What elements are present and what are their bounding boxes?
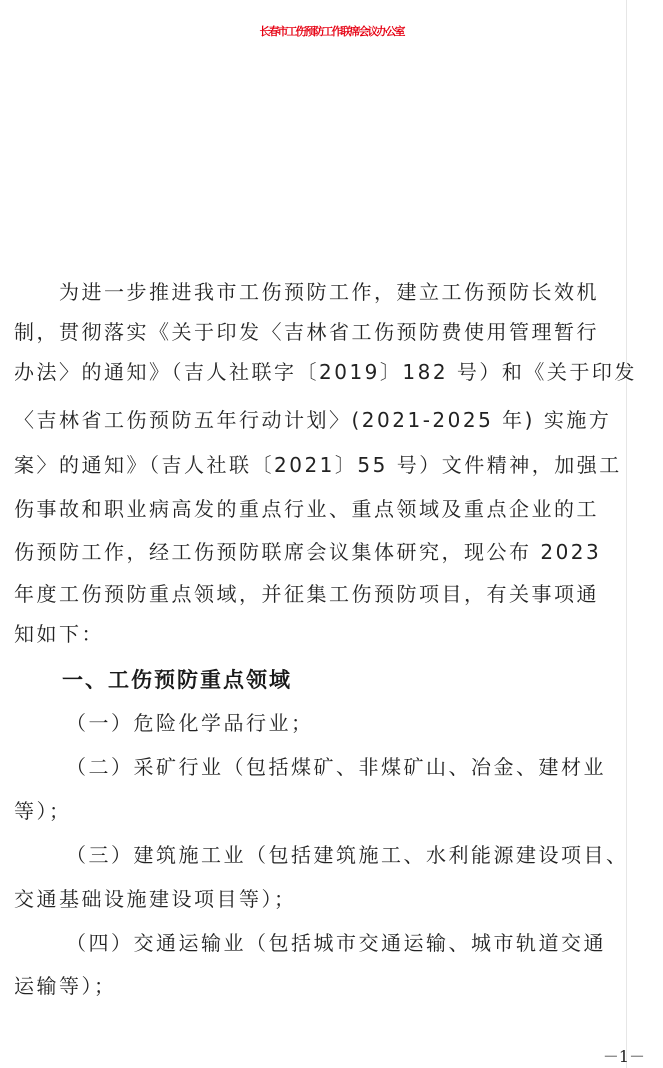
list-item: （四）交通运输业（包括城市交通运输、城市轨道交通 bbox=[66, 931, 606, 955]
section-heading: 一、工伤预防重点领域 bbox=[62, 667, 292, 692]
list-item: （二）采矿行业（包括煤矿、非煤矿山、冶金、建材业 bbox=[66, 755, 606, 779]
list-item-continuation: 等）； bbox=[14, 799, 72, 823]
organization-header: 长春市工伤预防工作联席会议办公室 bbox=[259, 25, 404, 38]
list-item-continuation: 交通基础设施建设项目等）； bbox=[14, 887, 297, 911]
list-item: （三）建筑施工业（包括建筑施工、水利能源建设项目、 bbox=[66, 843, 629, 867]
paragraph-line: 年度工伤预防重点领域，并征集工伤预防项目，有关事项通 bbox=[14, 582, 599, 606]
paragraph-line: 为进一步推进我市工伤预防工作，建立工伤预防长效机 bbox=[14, 280, 599, 304]
page-number: －1－ bbox=[602, 1047, 645, 1066]
list-item-continuation: 运输等）； bbox=[14, 974, 117, 998]
paragraph-line: 办法〉的通知》（吉人社联字〔2019〕182 号）和《关于印发 bbox=[14, 360, 637, 384]
paragraph-line: 〈吉林省工伤预防五年行动计划〉(2021-2025 年) 实施方 bbox=[14, 408, 612, 432]
paragraph-line: 知如下： bbox=[14, 622, 104, 646]
paragraph-line: 伤事故和职业病高发的重点行业、重点领域及重点企业的工 bbox=[14, 497, 599, 521]
paragraph-line: 制，贯彻落实《关于印发〈吉林省工伤预防费使用管理暂行 bbox=[14, 320, 599, 344]
paragraph-line: 案〉的通知》（吉人社联〔2021〕55 号）文件精神，加强工 bbox=[14, 453, 622, 477]
paragraph-line: 伤预防工作，经工伤预防联席会议集体研究，现公布 2023 bbox=[14, 540, 602, 564]
list-item: （一）危险化学品行业； bbox=[66, 711, 314, 735]
